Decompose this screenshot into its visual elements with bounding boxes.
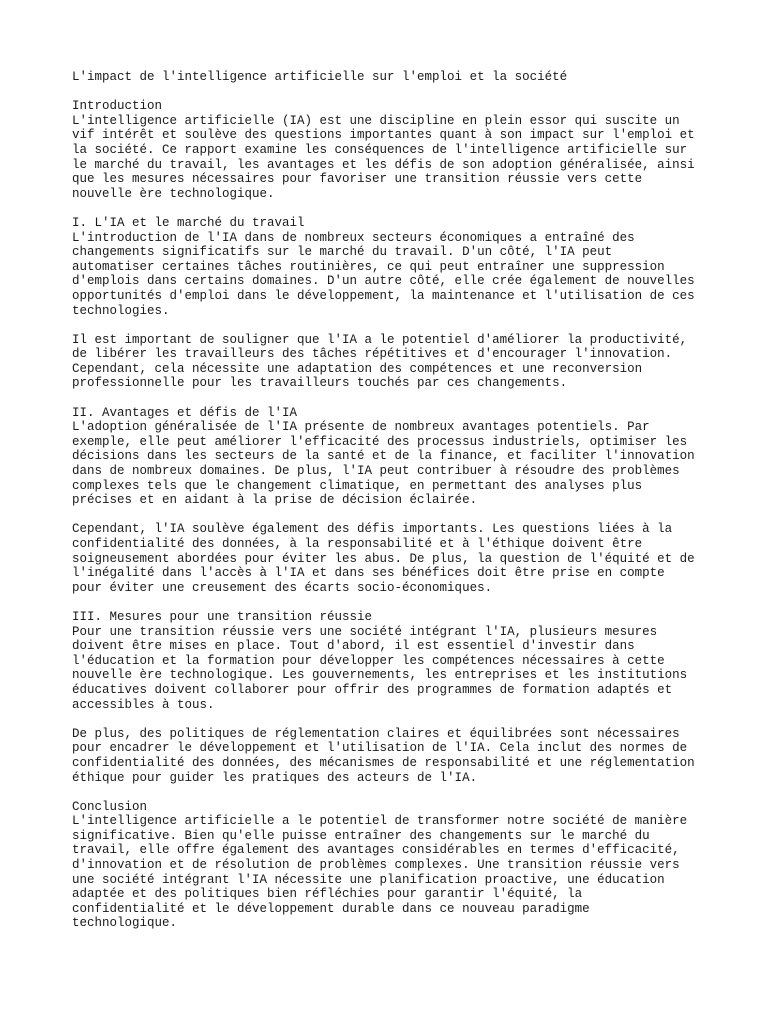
- paragraph: L'introduction de l'IA dans de nombreux secteurs économiques a entraîné des changements significatifs sur le marché du travail. D'un côté, l'IA peut automatiser certaines tâches routinières, ce qui peut entraîner une suppression d'emplois dans certains domaines. D'un autre côté, elle crée également de nouvelles opportunités d'emploi dans le développement, la maintenance et l'utilisation de ces technologies.: [72, 230, 695, 318]
- paragraph: L'intelligence artificielle (IA) est une discipline en plein essor qui suscite un vif intérêt et soulève des questions importantes quant à son impact sur l'emploi et la société. Ce rapport examine les conséquences de l'intelligence artificielle sur le marché du travail, les avantages et les défis de son adoption généralisée, ainsi que les mesures nécessaires pour favoriser une transition réussie vers cette nouvelle ère technologique.: [72, 113, 695, 201]
- paragraph: Cependant, l'IA soulève également des défis importants. Les questions liées à la confidentialité des données, à la responsabilité et à l'éthique doivent être soigneusement abordées pour éviter les abus. De plus, la question de l'équité et de l'inégalité dans l'accès à l'IA et dans ses bénéfices doit être prise en compte pour éviter une creusement des écarts socio-économiques.: [72, 522, 695, 595]
- paragraph: L'adoption généralisée de l'IA présente de nombreux avantages potentiels. Par exemple, elle peut améliorer l'efficacité des processus industriels, optimiser les décisions dans les secteurs de la santé et de la finance, et faciliter l'innovation dans de nombreux domaines. De plus, l'IA peut contribuer à résoudre des problèmes complexes tels que le changement climatique, en permettant des analyses plus précises et en aidant à la prise de décision éclairée.: [72, 420, 695, 508]
- section-introduction: [72, 99, 712, 201]
- section-labor-market: [72, 216, 712, 391]
- document-title: L'impact de l'intelligence artificielle sur l'emploi et la société: [72, 70, 568, 84]
- paragraph: De plus, des politiques de réglementation claires et équilibrées sont nécessaires pour encadrer le développement et l'utilisation de l'IA. Cela inclut des normes de confidentialité des données, des mécanismes de responsabilité et une réglementation éthique pour guider les pratiques des acteurs de l'IA.: [72, 726, 695, 785]
- section-conclusion: [72, 800, 712, 931]
- section-heading: Conclusion: [72, 799, 148, 814]
- paragraph: L'intelligence artificielle a le potentiel de transformer notre société de manière significative. Bien qu'elle puisse entraîner des changements sur le marché du travail, elle offre également des avantages considérables en termes d'efficacité, d'innovation et de résolution de problèmes complexes. Une transition réussie vers une société intégrant l'IA nécessite une planification proactive, une éducation adaptée et des politiques bien réfléchies pour garantir l'équité, la confidentialité et le développement durable dans ce nouveau paradigme technologique.: [72, 814, 688, 931]
- section-heading: Introduction: [72, 99, 163, 114]
- section-heading: III. Mesures pour une transition réussie: [72, 609, 373, 624]
- section-heading: II. Avantages et défis de l'IA: [72, 405, 298, 420]
- section-advantages-challenges: [72, 406, 712, 596]
- paragraph: Il est important de souligner que l'IA a le potentiel d'améliorer la productivité, de libérer les travailleurs des tâches répétitives et d'encourager l'innovation. Cependant, cela nécessite une adaptation des compétences et une reconversion professionnelle pour les travailleurs touchés par ces changements.: [72, 332, 688, 391]
- section-transition-measures: [72, 610, 712, 785]
- paragraph: Pour une transition réussie vers une société intégrant l'IA, plusieurs mesures doivent être mises en place. Tout d'abord, il est essentiel d'investir dans l'éducation et la formation pour développer les compétences nécessaires à cette nouvelle ère technologique. Les gouvernements, les entreprises et les institutions éducatives doivent collaborer pour offrir des programmes de formation adaptés et accessibles à tous.: [72, 624, 688, 712]
- document-page: [72, 70, 712, 946]
- section-heading: I. L'IA et le marché du travail: [72, 215, 305, 230]
